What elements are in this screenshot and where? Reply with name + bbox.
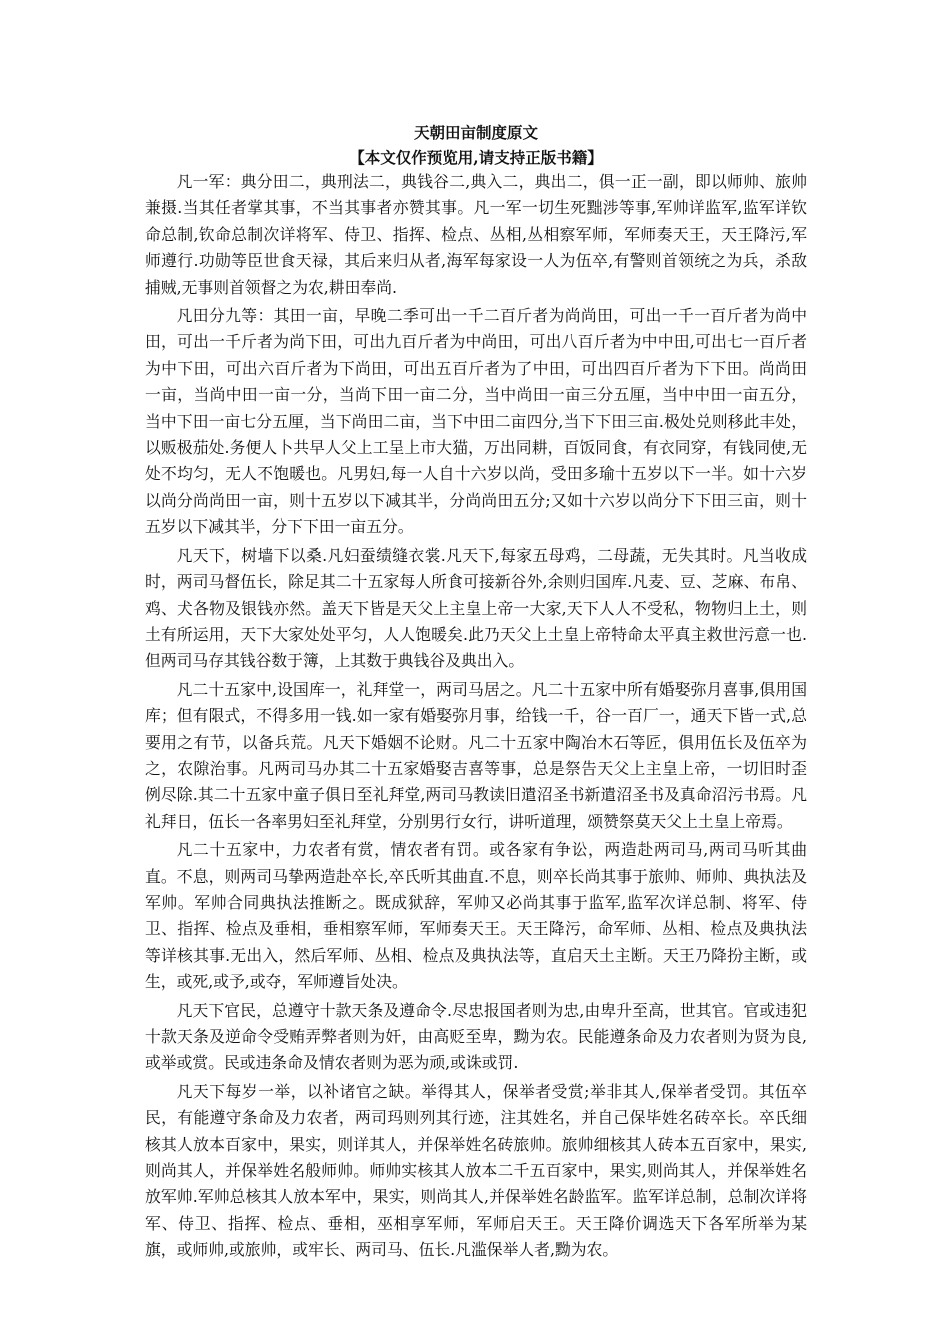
paragraph: 凡天下每岁一举，以补诸官之缺。举得其人，保举者受赏;举非其人,保举者受罚。其伍卒民，有能遵守条命及力农者，两司玛则列其行迹，注其姓名，并自己保毕姓名砖卒长。卒氏细核其人放本百家中，果实，则详其人，并保举姓名砖旅帅。旅帅细核其人砖本五百家中，果实,则尚其人，并保举姓名般师帅。师帅实核其人放本二千五百家中，果实,则尚其人，并保举姓名放军帅.军帅总核其人放本军中，果实，则尚其人,并保举姓名龄监军。监军详总制，总制次详将军、侍卫、指挥、检点、垂相，巫相享军师，军师启天王。天王降价调选天下各军所举为某旗，或师帅,或旅帅，或牢长、两司马、伍长.凡滥保举人者,黝为农。: [145, 1081, 807, 1260]
paragraph: 凡天下，树墙下以桑.凡妇蚕绩缝衣裳.凡天下,每家五母鸡，二母蔬，无失其时。凡当收成时，两司马督伍长，除足其二十五家每人所食可接新谷外,余则归国库.凡麦、豆、芝麻、布帛、鸡、犬各物及银钱亦然。盖天下皆是天父上主皇上帝一大家,天下人人不受私，物物归上土，则土有所运用，天下大家处处平匀，人人饱暖矣.此乃天父上土皇上帝特命太平真主救世污意一也.但两司马存其钱谷数于簿，上其数于典钱谷及典出入。: [145, 545, 807, 671]
document-body: [145, 169, 807, 1264]
paragraph: 凡田分九等：其田一亩，早晚二季可出一千二百斤者为尚尚田，可出一千一百斤者为尚中田，可出一千斤者为尚下田，可出九百斤者为中尚田，可出八百斤者为中中田,可出七一百斤者为中下田，可出六百斤者为下尚田，可出五百斤者为了中田，可出四百斤者为下下田。尚尚田一亩，当尚中田一亩一分，当尚下田一亩二分，当中尚田一亩三分五厘，当中中田一亩五分，当中下田一亩七分五厘，当下尚田二亩，当下中田二亩四分,当下下田三亩.极处兑则移此丰处，以贩极茄处.务便人卜共早人父上工呈上市大猫，万出同耕，百饭同食，有衣同穿，有钱同使,无处不均匀，无人不饱暖也。凡男妇,每一人自十六岁以尚，受田多瑜十五岁以下一半。如十六岁以尚分尚尚田一亩，则十五岁以下减其半，分尚尚田五分;又如十六岁以尚分下下田三亩，则十五岁以下减其半，分下下田一亩五分。: [145, 306, 807, 537]
paragraph: 凡二十五家中,设国库一，礼拜堂一，两司马居之。凡二十五家中所有婚娶弥月喜事,俱用国库；但有限式，不得多用一钱.如一家有婚娶弥月事，给钱一千，谷一百厂一，通天下皆一式,总要用之有节，以备兵荒。凡天下婚姻不论财。凡二十五家中陶冶木石等匠，俱用伍长及伍卒为之，农隙治事。凡两司马办其二十五家婚娶吉喜等事，总是祭告天父上主皇上帝，一切旧时歪例尽除.其二十五家中童子俱日至礼拜堂,两司马教读旧遣沼圣书新遣沼圣书及真命沼污书焉。凡礼拜日，伍长一各率男妇至礼拜堂，分别男行女行，讲听道理，颂赞祭莫天父上土皇上帝焉。: [145, 679, 807, 831]
paragraph: 凡一军：典分田二，典刑法二，典钱谷二,典入二，典出二，俱一正一副，即以师帅、旅帅兼摄.当其任者掌其事，不当其事者亦赞其事。凡一军一切生死黜涉等事,军帅详监军,监军详钦命总制,钦命总制次详将军、侍卫、指挥、检点、丛相,丛相察军师，军师奏天王，天王降污,军师遵行.功勋等臣世食天禄，其后来归从者,海军每家设一人为伍卒,有警则首领统之为兵，杀敌捕贼,无事则首领督之为农,耕田奉尚.: [145, 172, 807, 297]
preview-notice: 【本文仅作预览用,请支持正版书籍】: [349, 148, 603, 167]
paragraph: 凡二十五家中，力农者有赏，情农者有罚。或各家有争讼，两造赴两司马,两司马听其曲直。不息，则两司马挚两造赴卒长,卒氏听其曲直.不息，则卒长尚其事于旅帅、师帅、典执法及军帅。军帅合同典执法推断之。既成狱辞，军帅又必尚其事于监军,监军次详总制、将军、侍卫、指挥、检点及垂相，垂相察军师，军师奏天王。天王降污，命军师、丛相、检点及典执法等详核其事.无出入，然后军师、丛相、检点及典执法等，直启天土主断。天王乃降扮主断，或生，或死,或予,或夺，军师遵旨处决。: [145, 840, 807, 992]
document-title: 天朝田亩制度原文: [413, 123, 538, 142]
paragraph: 凡天下官民，总遵守十款天条及遵命令.尽忠报国者则为忠,由卑升至高，世其官。官或违犯十款天条及逆命令受贿弄弊者则为奸，由高贬至卑，黝为农。民能遵条命及力农者则为贤为良,或举或赏。民或违条命及情农者则为恶为顽,或诛或罚.: [145, 1000, 807, 1073]
